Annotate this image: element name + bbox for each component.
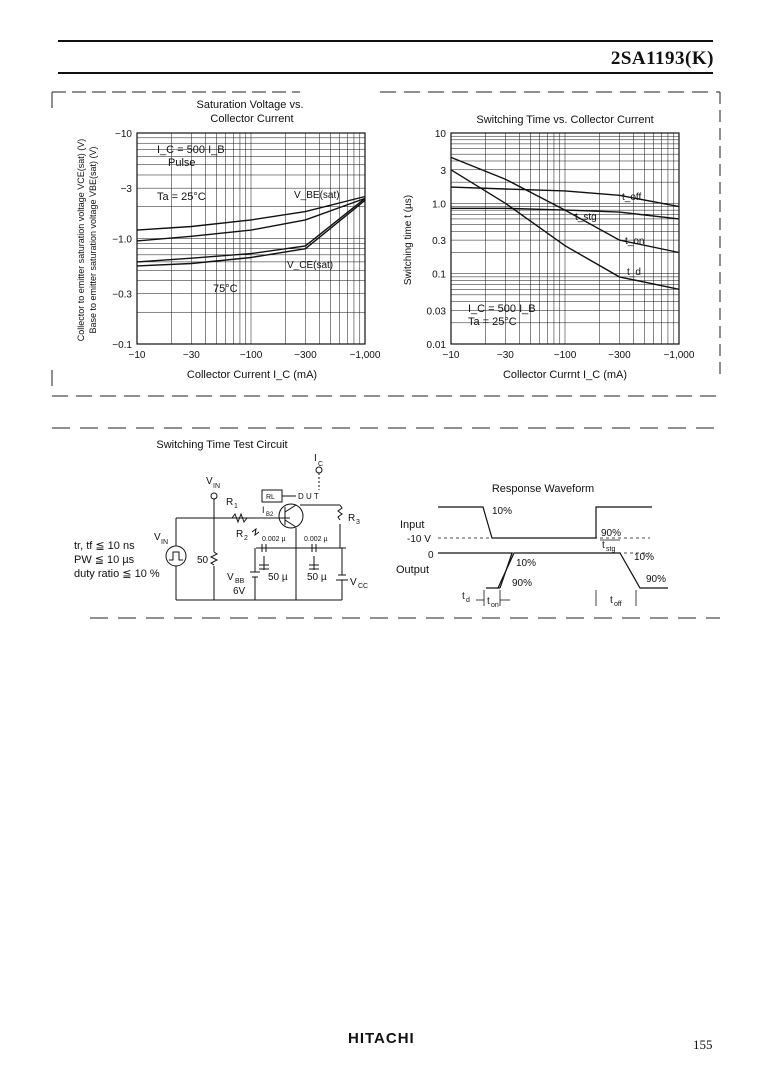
chart1-annot-pulse: Pulse: [168, 157, 196, 169]
chart2-ytick-label: 10: [434, 129, 446, 140]
chart1-ytick-label: −1.0: [112, 234, 132, 246]
condition-duty: duty ratio ≦ 10 %: [74, 568, 160, 580]
r3-label: R: [348, 513, 356, 524]
chart1-xtick-label: −100: [239, 350, 263, 361]
response-waveform: [396, 483, 668, 609]
output-label: Output: [396, 564, 430, 576]
footer-brand-logo: HITACHI: [348, 1030, 415, 1047]
chart1-annot-ic: I_C = 500 I_B: [157, 144, 225, 156]
chart1-annot-vce: V_CE(sat): [287, 260, 334, 271]
rl-label: RL: [266, 494, 275, 501]
pct-10-input: 10%: [492, 506, 513, 517]
chart2-xlabel: Collector Currnt I_C (mA): [502, 369, 628, 381]
r2-sub: 2: [244, 535, 248, 542]
cap2-label: 0.002 µ: [304, 536, 328, 543]
vin2-label: V: [154, 532, 161, 543]
condition-pw: PW ≦ 10 µs: [74, 554, 135, 566]
chart2-title: Switching Time vs. Collector Current: [476, 114, 654, 126]
vin-label: V: [206, 476, 213, 487]
chart1-xtick-label: −1,000: [349, 350, 381, 361]
tstg-label: t: [602, 540, 605, 551]
vcc-label: V: [350, 577, 357, 588]
r3-resistor: [338, 505, 342, 520]
chart1-ticks: [112, 129, 381, 361]
chart1-ytick-label: −3: [120, 184, 132, 196]
chart2-xtick-label: −1,000: [663, 350, 695, 361]
pct-90-out-rise: 90%: [512, 578, 533, 589]
dut-label: D U T: [298, 492, 319, 501]
r2-label: R: [236, 529, 244, 540]
td-label: t: [462, 591, 465, 602]
saturation-voltage-chart: [76, 99, 381, 381]
chart2-annot-ic: I_C = 500 I_B: [468, 303, 536, 315]
ton-sub: on: [491, 602, 499, 609]
chart2-xtick-label: −100: [553, 350, 577, 361]
r1-label: R: [226, 497, 234, 508]
pulse-source-icon: [166, 546, 186, 566]
chart1-xtick-label: −30: [182, 350, 200, 361]
chart2-ytick-label: 0.03: [426, 306, 446, 318]
chart2-annot-toff: t_off: [622, 192, 642, 203]
part-number: 2SA1193(K): [610, 48, 714, 69]
pct-10-out-fall: 10%: [634, 552, 655, 563]
r50-label: 50: [197, 555, 209, 566]
waveform-title: Response Waveform: [491, 483, 595, 495]
chart1-annot-ta: Ta = 25°C: [157, 191, 206, 203]
ic-sub: C: [318, 461, 324, 468]
chart1-ytick-label: −10: [115, 129, 132, 140]
vbb-label: V: [227, 572, 234, 583]
vcc-sub: CC: [358, 583, 369, 590]
circuit-title: Switching Time Test Circuit: [156, 439, 288, 451]
chart2-annot-ta: Ta = 25°C: [468, 316, 517, 328]
cap3-label: 50 µ: [268, 572, 288, 583]
toff-sub: off: [614, 601, 622, 608]
r50-resistor: [211, 552, 217, 565]
chart1-title-line2: Collector Current: [210, 113, 294, 125]
chart2-xtick-label: −300: [608, 350, 631, 361]
chart1-xtick-label: −10: [128, 350, 146, 361]
chart1-ylabel-line1: Collector to emitter saturation voltage VCE(sat) (V): [76, 138, 86, 342]
condition-tr-tf: tr, tf ≦ 10 ns: [74, 540, 135, 552]
input-label: Input: [400, 519, 425, 531]
vin-sub: IN: [213, 483, 220, 490]
tstg-sub: stg: [606, 546, 616, 553]
r1-sub: 1: [234, 503, 238, 510]
chart1-ylabel-line2: Base to emitter saturation voltage VBE(sat) (V): [88, 146, 98, 334]
ic-label: I: [314, 453, 317, 464]
pct-90-input: 90%: [601, 528, 622, 539]
vin-terminal: [211, 493, 217, 499]
chart1-xtick-label: −300: [294, 350, 317, 361]
minus10v-label: -10 V: [407, 534, 431, 545]
chart2-ytick-label: 0.3: [432, 236, 446, 248]
td-sub: d: [466, 597, 470, 604]
chart1-ytick-label: −0.1: [112, 340, 132, 351]
six-v-label: 6V: [233, 586, 246, 597]
zero-label: 0: [428, 550, 434, 561]
chart2-ytick-label: 3: [440, 165, 446, 177]
test-circuit: [74, 439, 368, 600]
r3-sub: 3: [356, 519, 360, 526]
chart2-ytick-label: 0.1: [432, 269, 446, 281]
r2-resistor: [252, 529, 259, 535]
ton-label: t: [487, 596, 490, 607]
chart2-ylabel: Switching time t (µs): [403, 194, 414, 286]
vin2-sub: IN: [161, 539, 168, 546]
toff-label: t: [610, 595, 613, 606]
switching-time-chart: [403, 114, 695, 381]
chart1-annot-75c: 75°C: [213, 283, 238, 295]
chart2-xtick-label: −30: [496, 350, 514, 361]
chart2-xtick-label: −10: [442, 350, 460, 361]
chart2-ytick-label: 1.0: [432, 199, 446, 211]
ib2-label: I: [262, 505, 265, 515]
cap4-label: 50 µ: [307, 572, 327, 583]
chart1-xlabel: Collector Current I_C (mA): [186, 369, 318, 381]
vbb-sub: BB: [235, 578, 245, 585]
pct-90-out-fall: 90%: [646, 574, 667, 585]
chart2-annot-tstg: t_stg: [575, 212, 597, 223]
ib2-sub: B2: [266, 512, 274, 518]
cap1-label: 0.002 µ: [262, 536, 286, 543]
chart2-annot-ton: t_on: [625, 236, 645, 247]
chart1-ytick-label: −0.3: [112, 289, 132, 301]
chart2-ytick-label: 0.01: [426, 340, 446, 351]
chart2-annot-td: t_d: [627, 267, 641, 278]
pct-10-out-rise: 10%: [516, 558, 537, 569]
chart1-title-line1: Saturation Voltage vs.: [196, 99, 304, 111]
chart1-annot-vbe: V_BE(sat): [294, 190, 340, 201]
page-number: 155: [693, 1037, 713, 1052]
